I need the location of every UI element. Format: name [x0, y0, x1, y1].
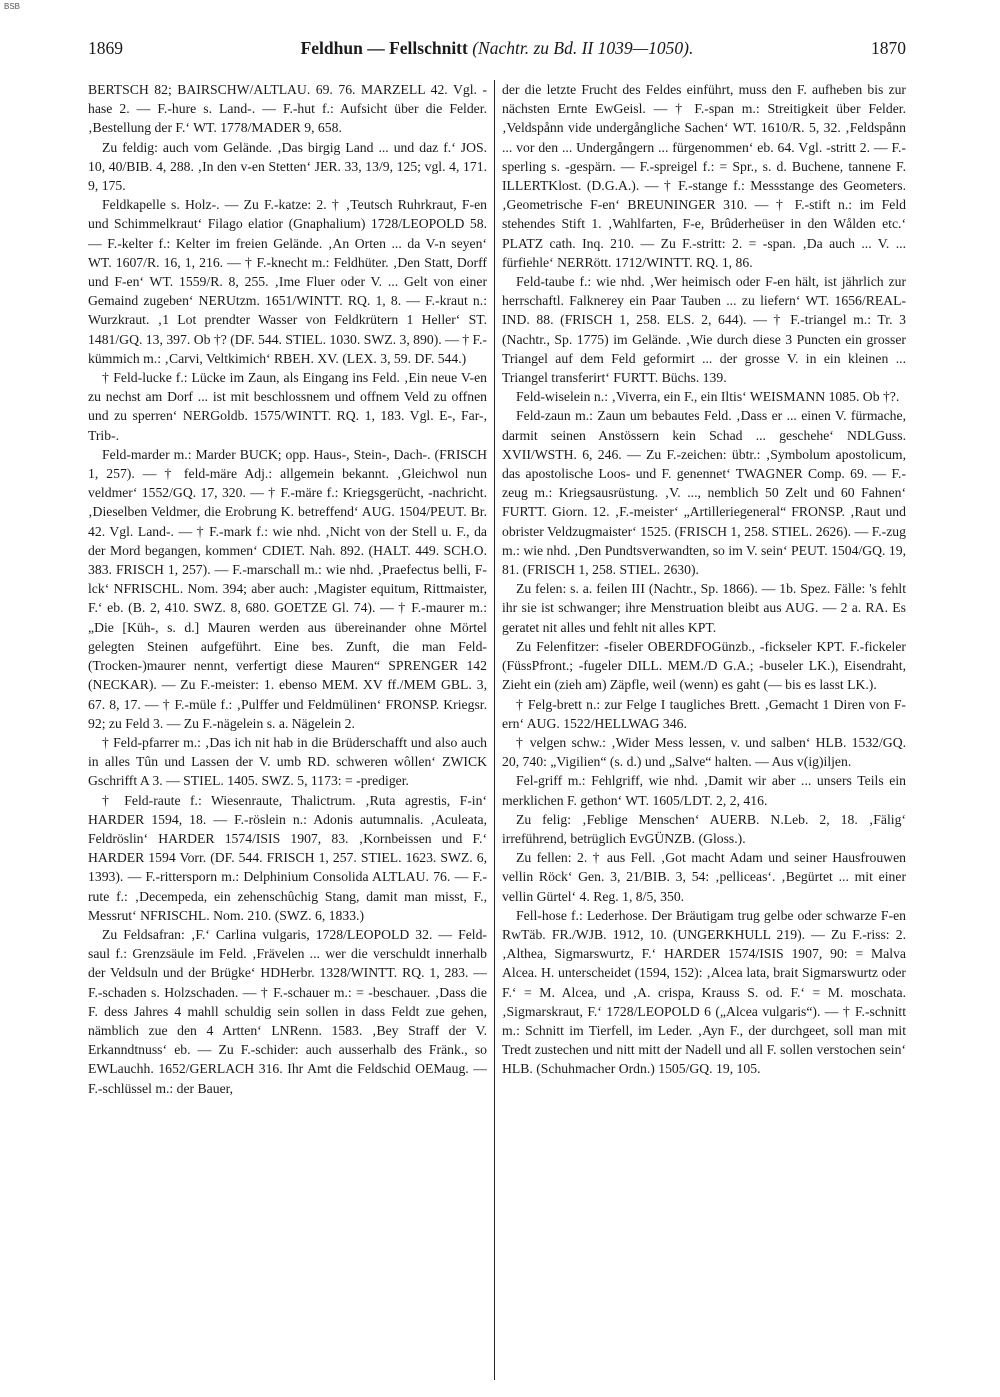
right-paragraph: Zu Felenfitzer: -fiseler OBERDFOGünzb., -fickseler KPT. F.-fickeler (FüssPfront.; -fugeler DILL. MEM./D G.A.; -buseler LK.), Eisendraht, Zieht ein (zieh am) Zäpfle, weil (wenn) es gaht (— bis es lasst LK.).: [502, 638, 906, 693]
running-header: [88, 34, 906, 62]
running-title-main: Feldhun — Fellschnitt: [300, 38, 468, 58]
left-paragraph: Feld-marder m.: Marder BUCK; opp. Haus-, Stein-, Dach-. (FRISCH 1, 257). — † feld-märe Adj.: allgemein bekannt. ‚Gleichwol nun veldmer‘ 1552/GQ. 17, 320. — † F.-märe f.: Kriegsgerücht, -nachricht. ‚Dieselben Veldmer, die Erobrung K. betreffend‘ AUG. 1504/PEUT. Br. 42. Vgl. Land-. — † F.-mark f.: wie nhd. ‚Nicht von der Stell u. F., da der Mord begangen, kommen‘ CDIET. Nah. 892. (HALT. 449. SCH.O. 383. FRISCH 1, 257). — F.-marschall m.: wie nhd. ‚Praefectus belli, F-lck‘ NFRISCHL. Nom. 394; aber auch: ‚Magister equitum, Rittmaister, F.‘ eb. (B. 2, 410. SWZ. 8, 680. GOETZE Gl. 74). — † F.-maurer m.: „Die [Küh-, s. d.] Mauren werden aus übereinander ohne Mörtel gelegten Steinen aufgeführt. Eine bes. Zunft, die man Feld- (Trocken-)maurer nennt, verfertigt diese Mauren“ SPRENGER 142 (NECKAR). — Zu F.-meister: 1. ebenso MEM. XV ff./MEM GBL. 3, 67. 8, 17. — † F.-müle f.: ‚Pulffer und Feldmülinen‘ FRONSP. Kriegsr. 92; zu Feld 3. — Zu F.-nägelein s. a. Nägelein 2.: [88, 446, 487, 731]
left-paragraph: Zu feldig: auch vom Gelände. ‚Das birgig Land ... und daz f.‘ JOS. 10, 40/BIB. 4, 288. ‚In den v-en Stetten‘ JER. 33, 13/9, 125; vgl. 4, 171. 9, 175.: [88, 139, 487, 194]
left-column: [88, 80, 487, 1380]
left-paragraph: Zu Feldsafran: ‚F.‘ Carlina vulgaris, 1728/LEOPOLD 32. — Feld-saul f.: Grenzsäule im Feld. ‚Frävelen ... wer die verschuldt innerhalb der Veldsuln und der Brügke‘ HDHerbr. 1328/WINTT. RQ. 1, 283. — F.-schaden s. Holzschaden. — † F.-schauer m.: = -beschauer. ‚Dass die F. dess Jahres 4 mahll schuldig sein sollen in dass Feldt zue gehen, nämblich zue den 4 Artten‘ LNRenn. 1583. ‚Bey Straff der V. Erkanndtnuss‘ eb. — Zu F.-schider: auch ausserhalb des Fränk., so EWLauchh. 1652/GERLACH 316. Ihr Amt die Feldschid OEMaug. — F.-schlüssel m.: der Bauer,: [88, 926, 487, 1096]
right-paragraph: Feld-taube f.: wie nhd. ‚Wer heimisch oder F-en hält, ist jährlich zur herrschaftl. Falknerey ein Paar Tauben ... zu liefern‘ WT. 1656/REAL-IND. 88. (FRISCH 1, 258. ELS. 2, 644). — † F.-triangel m.: Tr. 3 (Nachtr., Sp. 1775) im Gelände. ‚Wie durch diese 3 Puncten ein grosser Triangel auf dem Feld geformirt ... der grosse V. in ein kleinen ... Triangel transferirt‘ FURTT. Büchs. 139.: [502, 274, 906, 386]
right-paragraph: † velgen schw.: ‚Wider Mess lessen, v. und salben‘ HLB. 1532/GQ. 20, 740: „Vigilien“ (s. d.) und „Salve“ halten. — Aus v(ig)iljen.: [502, 734, 906, 770]
right-paragraph: Zu fellen: 2. † aus Fell. ‚Got macht Adam und seiner Hausfrouwen vellin Röck‘ Gen. 3, 21/BIB. 3, 54: ‚pelliceas‘. ‚Begürtet ... mit einer vellin Gürtel‘ 4. Reg. 1, 8/5, 350.: [502, 850, 906, 904]
right-paragraph: Feld-wiselein n.: ‚Viverra, ein F., ein Iltis‘ WEISMANN 1085. Ob †?.: [516, 389, 900, 405]
right-paragraph: Zu felig: ‚Feblige Menschen‘ AUERB. N.Leb. 2, 18. ‚Fälig‘ irreführend, betrüglich EvGÜNZB. (Gloss.).: [502, 811, 906, 846]
left-paragraph: BERTSCH 82; BAIRSCHW/ALTLAU. 69. 76. MARZELL 42. Vgl. -hase 2. — F.-hure s. Land-. — F.-hut f.: Aufsicht über die Felder. ‚Bestellung der F.‘ WT. 1778/MADER 9, 658.: [88, 82, 487, 136]
right-paragraph: Zu felen: s. a. feilen III (Nachtr., Sp. 1866). — 1b. Spez. Fälle: 's fehlt ihr sie ist schwanger; ihre Menstruation bleibt aus AUG. — 2 a. RA. Es geratet nit alles und fehlt nit alles KPT.: [502, 581, 906, 635]
right-paragraph: † Felg-brett n.: zur Felge I taugliches Brett. ‚Gemacht 1 Diren von F-ern‘ AUG. 1522/HELLWAG 346.: [502, 696, 906, 731]
left-paragraph: † Feld-lucke f.: Lücke im Zaun, als Eingang ins Feld. ‚Ein neue V-en zu nechst am Dorf ... ist mit beschlossnem und offnem Veld zu offnen und zu sperren‘ NERGoldb. 1575/WINTT. RQ. 1, 183. Vgl. E-, Far-, Trib-.: [88, 370, 487, 443]
page-number-left: 1869: [88, 38, 123, 58]
right-paragraph: Fell-hose f.: Lederhose. Der Bräutigam trug gelbe oder schwarze F-en RwTäb. FR./WJB. 1912, 10. (UNGERKHULL 219). — Zu F.-riss: 2. ‚Althea, Sigmarswurtz, F.‘ HARDER 1574/ISIS 1907, 90: = Malva Alcea. H. unterscheidet (1594, 152): ‚Alcea lata, brait Sigmarswurtz oder F.‘ = M. Alcea, und ‚A. crispa, Krauss S. od. F.‘ = M. moschata. ‚Sigmarskraut, F.‘ 1728/LEOPOLD 6 („Alcea vulgaris“). — † F.-schnitt m.: Schnitt im Tierfell, im Leder. ‚Ayn F., der durchgeet, soll man mit Tredt zustechen und nitt mitt der Nadell und all F. sollen verstochen sein‘ HLB. (Schuhmacher Ordn.) 1505/GQ. 19, 105.: [502, 907, 906, 1077]
right-paragraph: der die letzte Frucht des Feldes einführt, muss den F. aufheben bis zur nächsten Ernte EwGeisl. — † F.-span m.: Streitigkeit über Felder. ‚Veldspånn vide undergångliche Sachen‘ WT. 1610/R. 5, 32. ‚Feldspånn ... vor den ... Undergångern ... fürgenommen‘ eb. 64. Vgl. -stritt 2. — F.-sperling s. -gespärn. — F.-spreigel f.: = Spr., s. d. Buchene, tannene F. ILLERTKlost. (D.G.A.). — † F.-stange f.: Messstange des Geometers. ‚Geometrische F-en‘ BREUNINGER 310. — † F.-stift n.: im Feld stehendes Stift 1. ‚Wahlfarten, F-e, Brûderheüser in den Wålden etc.‘ PLATZ cath. Inq. 210. — Zu F.-stritt: 2. = -span. ‚Da auch ... V. ... fürfiehle‘ NERRött. 1712/WINTT. RQ. 1, 86.: [502, 82, 906, 270]
left-paragraph: † Feld-pfarrer m.: ‚Das ich nit hab in die Brüderschafft und also auch in alles Tûn und Lassen der V. umb RD. schweren wôllen‘ ZWICK Gschrifft A 3. — STIEL. 1405. SWZ. 5, 1173: = -prediger.: [88, 734, 487, 789]
left-paragraph: † Feld-raute f.: Wiesenraute, Thalictrum. ‚Ruta agrestis, F-in‘ HARDER 1594, 18. — F.-röslein n.: Adonis autumnalis. ‚Aculeata, Feldröslin‘ HARDER 1574/ISIS 1907, 83. ‚Kornbeissen und F.‘ HARDER 1594 Vorr. (DF. 544. FRISCH 1, 257. STIEL. 1623. SWZ. 6, 1393). — F.-rittersporn m.: Delphinium Consolida ALTLAU. 76. — F.-rute f.: ‚Decempeda, ein zehenschûchig Stang, damit man misst, F., Messrut‘ NFRISCHL. Nom. 210. (SWZ. 6, 1833.): [88, 792, 487, 923]
page-number-right: 1870: [871, 38, 906, 58]
right-paragraph: Feld-zaun m.: Zaun um bebautes Feld. ‚Dass er ... einen V. fürmache, darmit seinen Anstössern kein Schad ... geschehe‘ NDLGuss. XVII/WSTH. 6, 246. — Zu F.-zeichen: übtr.: ‚Symbolum apostolicum, das apostolische Loos- und F. genennet‘ TWAGNER Comp. 69. — F.-zeug m.: Kriegsausrüstung. ‚V. ..., nemblich 50 Zelt und 60 Fahnen‘ FURTT. Giorn. 12. ‚F.-meister‘ „Artilleriegeneral“ FRONSP. ‚Raut und obrister Veldzugmaister‘ 1525. (FRISCH 1, 258. STIEL. 2626). — F.-zug m.: wie nhd. ‚Den Pundtsverwandten, so im V. sein‘ PEUT. 1504/GQ. 19, 81. (FRISCH 1, 258. STIEL. 2630).: [502, 408, 906, 578]
running-title: [88, 34, 906, 62]
right-column: [502, 80, 906, 1380]
library-corner-mark: BSB: [4, 2, 21, 11]
running-title-supplement: (Nachtr. zu Bd. II 1039—1050).: [472, 38, 694, 58]
column-divider: [494, 80, 495, 1380]
right-paragraph: Fel-griff m.: Fehlgriff, wie nhd. ‚Damit wir aber ... unsers Teils ein merklichen F. gethon‘ WT. 1605/LDT. 2, 2, 416.: [502, 773, 906, 808]
left-paragraph: Feldkapelle s. Holz-. — Zu F.-katze: 2. † ‚Teutsch Ruhrkraut, F-en und Schimmelkraut‘ Filago elatior (Gnaphalium) 1728/LEOPOLD 58. — F.-kelter f.: Kelter im freien Gelände. ‚An Orten ... da V-n seyen‘ WT. 1607/R. 16, 1, 216. — † F.-knecht m.: Feldhüter. ‚Den Statt, Dorff und F-en‘ WT. 1559/R. 8, 255. ‚Ime Fluer oder V. ... Gelt von einer Gemaind zugeben‘ NERUtzm. 1651/WINTT. RQ. 1, 8. — F.-kraut n.: Wurzkraut. ‚1 Lot prendter Wasser von Feldkrütern 1 Heller‘ ST. 1481/GQ. 13, 397. Ob †? (DF. 544. STIEL. 1030. SWZ. 3, 890). — † F.-kümmich m.: ‚Carvi, Veltkimich‘ RBEH. XV. (LEX. 3, 59. DF. 544.): [88, 197, 487, 366]
